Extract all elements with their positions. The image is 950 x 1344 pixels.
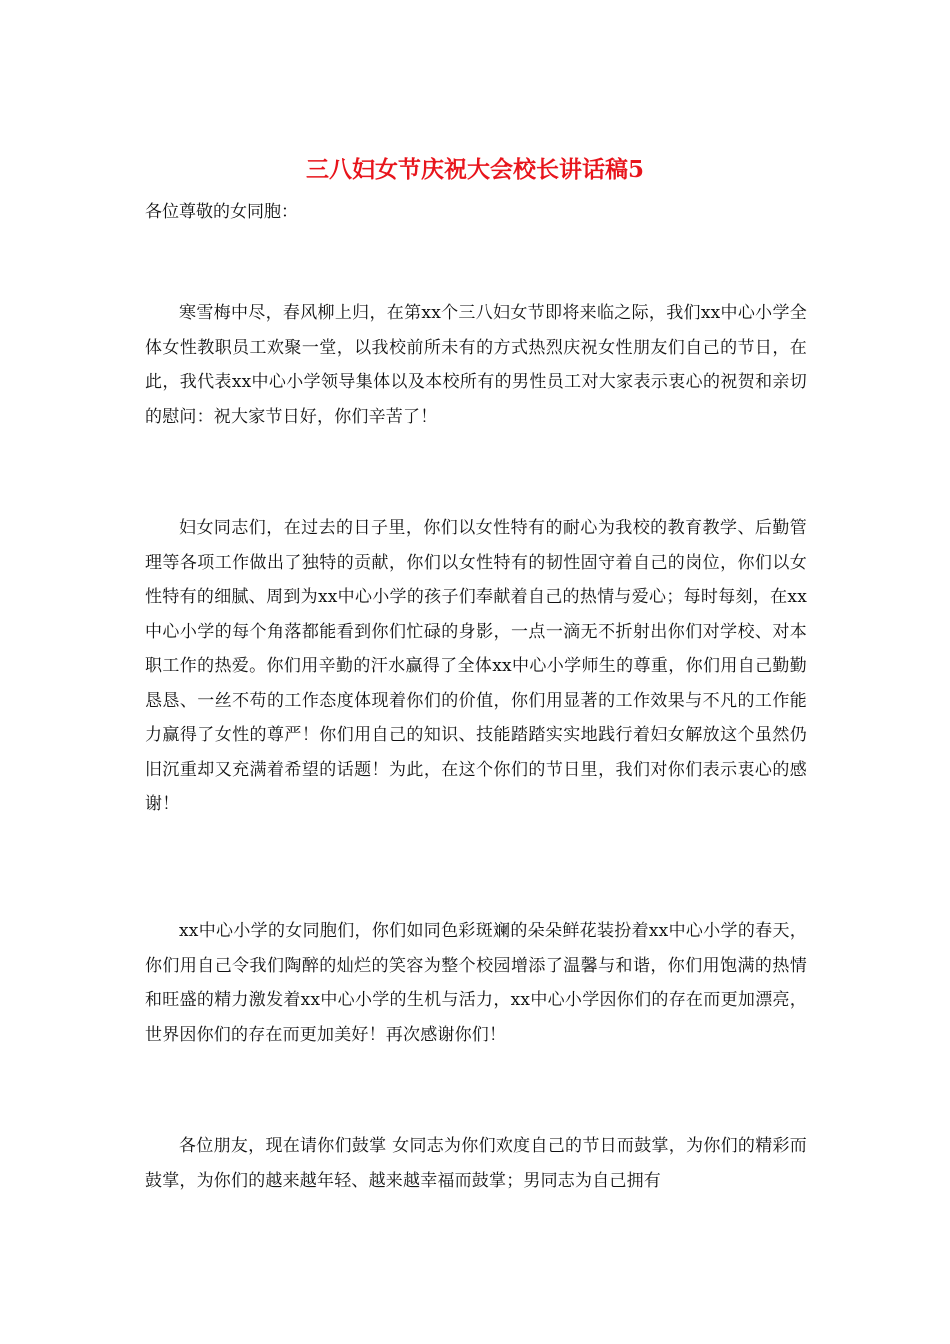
- paragraph-4: 各位朋友，现在请你们鼓掌 女同志为你们欢度自己的节日而鼓掌，为你们的精彩而鼓掌，为你们的越来越年轻、越来越幸福而鼓掌；男同志为自己拥有: [145, 1136, 807, 1191]
- paragraph-1: 寒雪梅中尽，春风柳上归，在第xx个三八妇女节即将来临之际，我们xx中心小学全体女性教职员工欢聚一堂，以我校前所未有的方式热烈庆祝女性朋友们自己的节日，在此，我代表xx中心小学领导集体以及本校所有的男性员工对大家表示衷心的祝贺和亲切的慰问：祝大家节日好，你们辛苦了！: [145, 303, 807, 427]
- salutation: 各位尊敬的女同胞：: [145, 202, 298, 222]
- paragraph-2: 妇女同志们，在过去的日子里，你们以女性特有的耐心为我校的教育教学、后勤管理等各项工作做出了独特的贡献，你们以女性特有的韧性固守着自己的岗位，你们以女性特有的细腻、周到为xx中心小学的孩子们奉献着自己的热情与爱心；每时每刻，在xx中心小学的每个角落都能看到你们忙碌的身影，一点一滴无不折射出你们对学校、对本职工作的热爱。你们用辛勤的汗水赢得了全体xx中心小学师生的尊重，你们用自己勤勤恳恳、一丝不苟的工作态度体现着你们的价值，你们用显著的工作效果与不凡的工作能力赢得了女性的尊严！你们用自己的知识、技能踏踏实实地践行着妇女解放这个虽然仍旧沉重却又充满着希望的话题！为此，在这个你们的节日里，我们对你们表示衷心的感谢！: [145, 518, 807, 814]
- paragraph-3: xx中心小学的女同胞们，你们如同色彩斑斓的朵朵鲜花装扮着xx中心小学的春天，你们用自己令我们陶醉的灿烂的笑容为整个校园增添了温馨与和谐，你们用饱满的热情和旺盛的精力激发着xx中心小学的生机与活力，xx中心小学因你们的存在而更加漂亮，世界因你们的存在而更加美好！再次感谢你们！: [145, 921, 807, 1045]
- document-title: 三八妇女节庆祝大会校长讲话稿5: [305, 156, 644, 183]
